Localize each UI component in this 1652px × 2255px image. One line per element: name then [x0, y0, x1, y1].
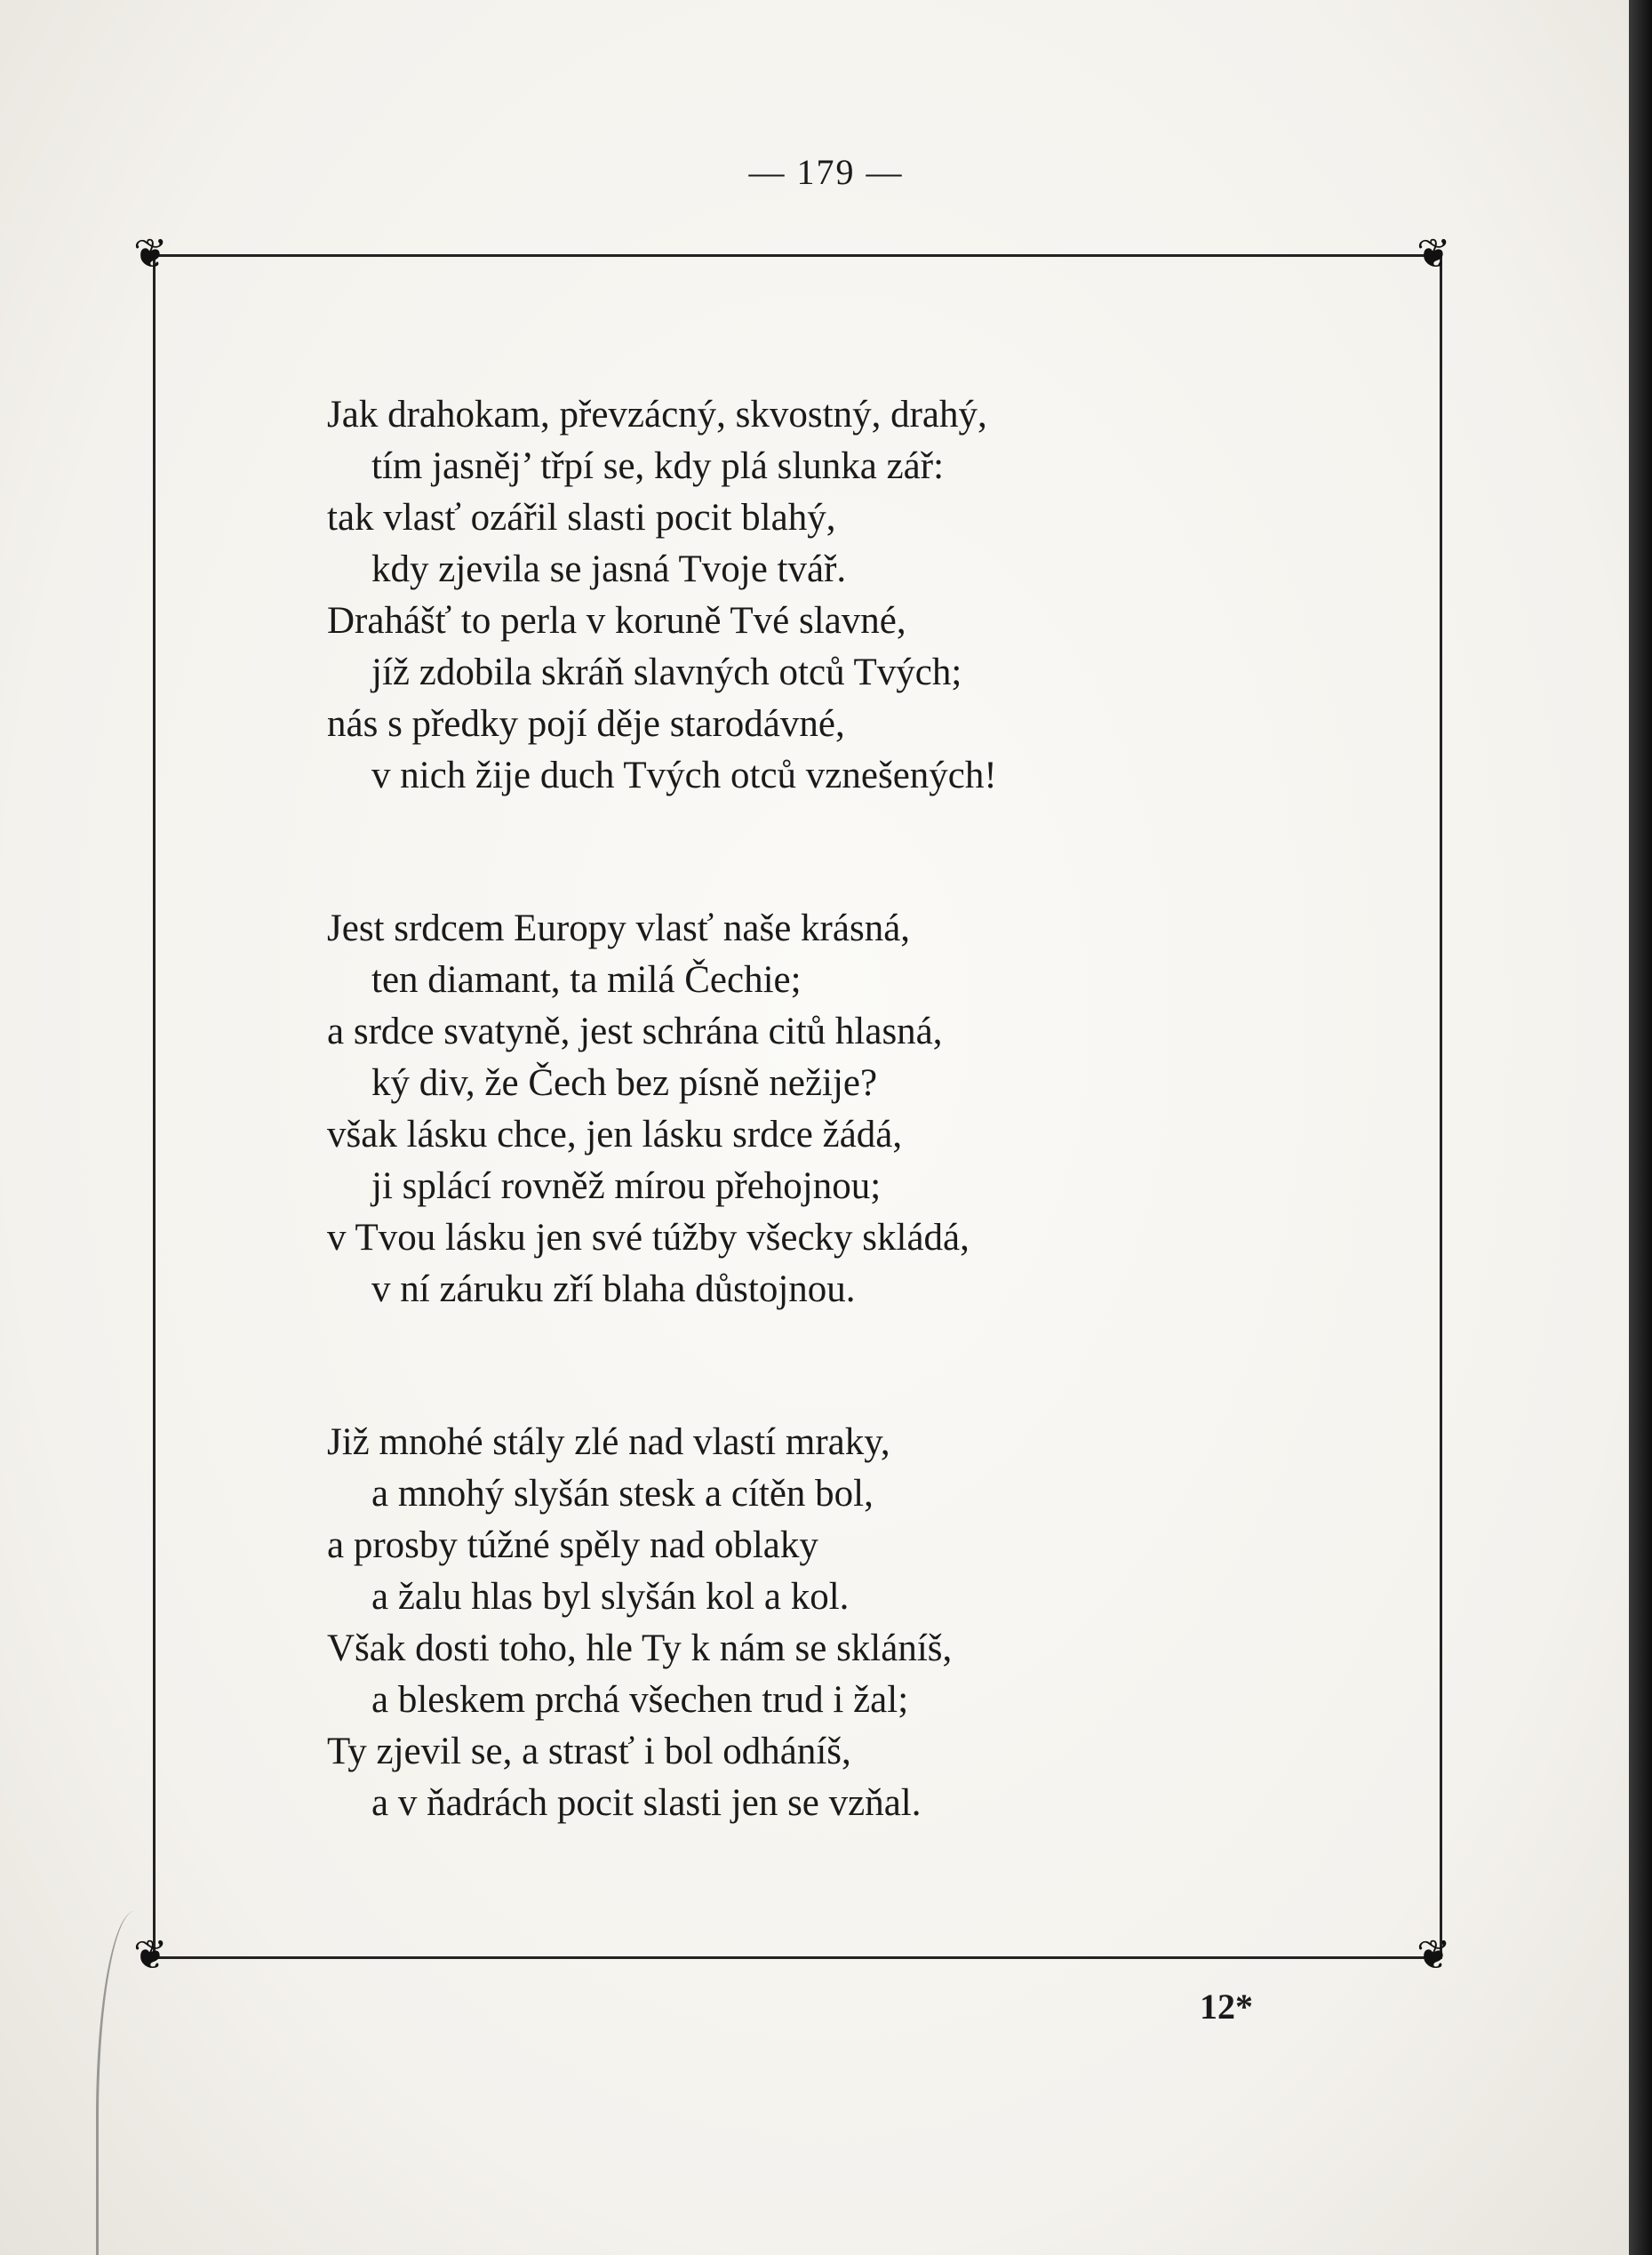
poem-line: a srdce svatyně, jest schrána citů hlasná, — [327, 1011, 943, 1052]
poem-line: nás s předky pojí děje starodávné, — [327, 703, 845, 745]
poem-line: Jest srdcem Europy vlasť naše krásná, — [327, 908, 911, 949]
poem-body — [327, 389, 1411, 1931]
poem-line: Ty zjevil se, a strasť i bol odháníš, — [327, 1731, 851, 1772]
poem-line: ji splácí rovněž mírou přehojnou; — [371, 1165, 882, 1207]
scan-edge-shadow — [1629, 0, 1652, 2255]
poem-stanza — [327, 1417, 1411, 1829]
poem-line: tím jasněj’ třpí se, kdy plá slunka zář: — [371, 445, 945, 487]
corner-ornament-icon: ❦ — [1417, 229, 1451, 277]
poem-line: ten diamant, ta milá Čechie; — [371, 959, 802, 1001]
poem-line: v Tvou lásku jen své túžby všecky skládá, — [327, 1217, 970, 1259]
corner-ornament-icon: ❦ — [133, 1931, 168, 1979]
poem-line: Však dosti toho, hle Ty k nám se skláníš, — [327, 1627, 953, 1669]
poem-line: Drahášť to perla v koruně Tvé slavné, — [327, 600, 906, 642]
poem-line: v nich žije duch Tvých otců vznešených! — [371, 755, 997, 796]
poem-line: kdy zjevila se jasná Tvoje tvář. — [371, 548, 847, 590]
poem-line: jíž zdobila skráň slavných otců Tvých; — [371, 652, 962, 693]
poem-line: v ní záruku zří blaha důstojnou. — [371, 1268, 856, 1310]
poem-line: a prosby túžné spěly nad oblaky — [327, 1524, 818, 1566]
poem-line: tak vlasť ozářil slasti pocit blahý, — [327, 497, 836, 539]
poem-stanza — [327, 389, 1411, 802]
poem-line: a bleskem prchá všechen trud i žal; — [371, 1679, 909, 1721]
poem-line: a v ňadrách pocit slasti jen se vzňal. — [371, 1782, 922, 1824]
corner-ornament-icon: ❦ — [133, 229, 168, 277]
poem-line: a žalu hlas byl slyšán kol a kol. — [371, 1576, 850, 1618]
corner-ornament-icon: ❦ — [1417, 1931, 1451, 1979]
poem-line: Již mnohé stály zlé nad vlastí mraky, — [327, 1421, 890, 1463]
poem-line: ký div, že Čech bez písně nežije? — [371, 1062, 878, 1104]
poem-line: Jak drahokam, převzácný, skvostný, drahý, — [327, 394, 987, 436]
page-number: — 179 — — [748, 152, 904, 192]
poem-line: a mnohý slyšán stesk a cítěn bol, — [371, 1473, 874, 1515]
poem-stanza — [327, 903, 1411, 1315]
signature-mark: 12* — [1200, 1987, 1253, 2027]
poem-line: však lásku chce, jen lásku srdce žádá, — [327, 1114, 903, 1155]
